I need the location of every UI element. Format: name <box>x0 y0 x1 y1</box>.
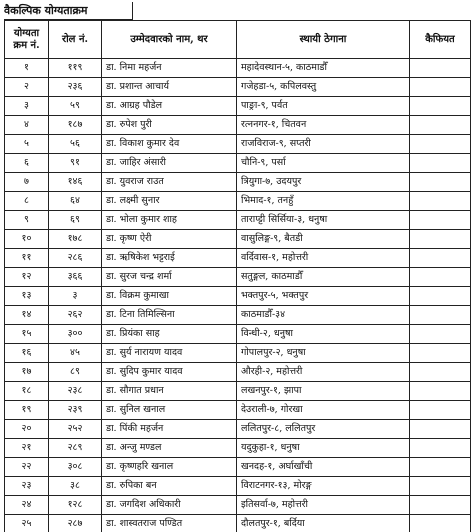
table-row <box>5 420 471 439</box>
cell-name: डा. ऋषिकेश भट्टराई <box>102 249 237 268</box>
table-row <box>5 515 471 532</box>
cell-name: डा. कृष्णहरि खनाल <box>102 458 237 477</box>
cell-name: डा. युवराज राउत <box>102 173 237 192</box>
cell-name: डा. रुपेश पुरी <box>102 116 237 135</box>
cell-address: दौलतपुर-१, बर्दिया <box>237 515 410 532</box>
table-row <box>5 401 471 420</box>
cell-rank: १७ <box>5 363 49 382</box>
cell-rank: १४ <box>5 306 49 325</box>
cell-rank: ७ <box>5 173 49 192</box>
table-row <box>5 325 471 344</box>
cell-address: भक्तपुर-५, भक्तपुर <box>237 287 410 306</box>
table-row <box>5 230 471 249</box>
cell-rank: ४ <box>5 116 49 135</box>
table-row <box>5 154 471 173</box>
cell-name: डा. पिंकी महर्जन <box>102 420 237 439</box>
cell-address: राजविराज-९, सप्तरी <box>237 135 410 154</box>
cell-remarks <box>410 325 471 344</box>
cell-rank: २३ <box>5 477 49 496</box>
cell-rank: २१ <box>5 439 49 458</box>
cell-address: खनदह-१, अर्घाखाँची <box>237 458 410 477</box>
cell-rank: ८ <box>5 192 49 211</box>
cell-rank: १ <box>5 59 49 78</box>
cell-name: डा. प्रियंका साह <box>102 325 237 344</box>
cell-roll: ५९ <box>49 97 102 116</box>
cell-name: डा. अन्जु मण्डल <box>102 439 237 458</box>
cell-address: यदुकुहा-१, धनुषा <box>237 439 410 458</box>
cell-rank: ३ <box>5 97 49 116</box>
cell-roll: ३०० <box>49 325 102 344</box>
cell-address: गजेहडा-५, कपिलवस्तु <box>237 78 410 97</box>
table-row <box>5 116 471 135</box>
header-rank: योग्यता क्रम नं. <box>5 21 49 59</box>
cell-remarks <box>410 97 471 116</box>
cell-rank: १८ <box>5 382 49 401</box>
header-remarks: कैफियत <box>410 21 471 59</box>
cell-address: वर्दिवास-१, महोत्तरी <box>237 249 410 268</box>
cell-name: डा. टिना तिमिल्सिना <box>102 306 237 325</box>
cell-remarks <box>410 173 471 192</box>
cell-remarks <box>410 287 471 306</box>
cell-remarks <box>410 211 471 230</box>
cell-remarks <box>410 439 471 458</box>
table-row <box>5 211 471 230</box>
cell-rank: २५ <box>5 515 49 532</box>
cell-roll: २३८ <box>49 382 102 401</box>
table-row <box>5 306 471 325</box>
cell-name: डा. शास्वतराज पण्डित <box>102 515 237 532</box>
cell-address: देउराली-७, गोरखा <box>237 401 410 420</box>
cell-rank: ५ <box>5 135 49 154</box>
cell-rank: १६ <box>5 344 49 363</box>
cell-roll: २८७ <box>49 515 102 532</box>
table-row <box>5 173 471 192</box>
cell-roll: २३६ <box>49 78 102 97</box>
cell-name: डा. विकाश कुमार देव <box>102 135 237 154</box>
cell-roll: ६९ <box>49 211 102 230</box>
cell-roll: २६२ <box>49 306 102 325</box>
cell-address: इतिसर्वा-७, महोत्तरी <box>237 496 410 515</box>
cell-name: डा. विक्रम कुमाखा <box>102 287 237 306</box>
cell-remarks <box>410 78 471 97</box>
cell-address: त्रियुगा-७, उदयपुर <box>237 173 410 192</box>
cell-remarks <box>410 363 471 382</box>
table-row <box>5 249 471 268</box>
cell-name: डा. आग्रह पौडेल <box>102 97 237 116</box>
cell-name: डा. लक्ष्मी सुनार <box>102 192 237 211</box>
table-row <box>5 192 471 211</box>
cell-remarks <box>410 344 471 363</box>
table-row <box>5 135 471 154</box>
cell-roll: ८९ <box>49 363 102 382</box>
cell-remarks <box>410 401 471 420</box>
cell-name: डा. भोला कुमार शाह <box>102 211 237 230</box>
cell-address: काठमाडौँ-३४ <box>237 306 410 325</box>
cell-remarks <box>410 306 471 325</box>
cell-roll: ४५ <box>49 344 102 363</box>
cell-remarks <box>410 154 471 173</box>
table-row <box>5 477 471 496</box>
cell-name: डा. सुदिप कुमार यादव <box>102 363 237 382</box>
cell-roll: १४६ <box>49 173 102 192</box>
cell-address: औरही-२, महोत्तरी <box>237 363 410 382</box>
cell-roll: ९१ <box>49 154 102 173</box>
header-roll: रोल नं. <box>49 21 102 59</box>
cell-address: पाङ्रा-९, पर्वत <box>237 97 410 116</box>
cell-remarks <box>410 230 471 249</box>
cell-rank: २० <box>5 420 49 439</box>
cell-remarks <box>410 382 471 401</box>
cell-address: विन्धी-२, धनुषा <box>237 325 410 344</box>
cell-remarks <box>410 458 471 477</box>
cell-remarks <box>410 59 471 78</box>
cell-rank: १३ <box>5 287 49 306</box>
cell-name: डा. सौगात प्रधान <box>102 382 237 401</box>
cell-address: भिमाद-१, तनहुँ <box>237 192 410 211</box>
cell-roll: २८६ <box>49 249 102 268</box>
cell-name: डा. सुरज चन्द्र शर्मा <box>102 268 237 287</box>
cell-name: डा. रुपिका बन <box>102 477 237 496</box>
cell-address: ताराप्ट्टी सिर्सिया-३, धनुषा <box>237 211 410 230</box>
section-title: वैकल्पिक योग्यताक्रम <box>4 2 133 20</box>
table-row <box>5 439 471 458</box>
cell-address: विराटनगर-१३, मोरङ्ग <box>237 477 410 496</box>
cell-roll: १७८ <box>49 230 102 249</box>
cell-rank: १० <box>5 230 49 249</box>
cell-address: ललितपुर-८, ललितपुर <box>237 420 410 439</box>
cell-address: वासुलिङ्ग-९, बैतडी <box>237 230 410 249</box>
cell-name: डा. जाहिर अंसारी <box>102 154 237 173</box>
header-name: उम्मेदवारको नाम, थर <box>102 21 237 59</box>
cell-roll: ३ <box>49 287 102 306</box>
cell-address: गोपालपुर-२, धनुषा <box>237 344 410 363</box>
cell-roll: ५६ <box>49 135 102 154</box>
candidate-table <box>4 20 471 532</box>
cell-address: चौनि-९, पर्सा <box>237 154 410 173</box>
cell-remarks <box>410 496 471 515</box>
cell-address: रत्ननगर-१, चितवन <box>237 116 410 135</box>
table-row <box>5 344 471 363</box>
cell-roll: ३६६ <box>49 268 102 287</box>
table-row <box>5 458 471 477</box>
cell-name: डा. जगदिश अधिकारी <box>102 496 237 515</box>
cell-remarks <box>410 192 471 211</box>
cell-name: डा. प्रशान्त आचार्य <box>102 78 237 97</box>
table-row <box>5 97 471 116</box>
table-header-row <box>5 21 471 59</box>
cell-rank: १२ <box>5 268 49 287</box>
cell-rank: ११ <box>5 249 49 268</box>
cell-roll: २५२ <box>49 420 102 439</box>
cell-remarks <box>410 420 471 439</box>
cell-address: सतुङ्गल, काठमाडौँ <box>237 268 410 287</box>
cell-roll: १८७ <box>49 116 102 135</box>
cell-roll: २३९ <box>49 401 102 420</box>
cell-rank: ६ <box>5 154 49 173</box>
table-row <box>5 59 471 78</box>
cell-address: महादेवस्थान-५, काठमाडौँ <box>237 59 410 78</box>
cell-remarks <box>410 135 471 154</box>
cell-remarks <box>410 249 471 268</box>
cell-roll: ११९ <box>49 59 102 78</box>
header-address: स्थायी ठेगाना <box>237 21 410 59</box>
cell-rank: १९ <box>5 401 49 420</box>
cell-roll: ३८ <box>49 477 102 496</box>
cell-remarks <box>410 116 471 135</box>
cell-rank: १५ <box>5 325 49 344</box>
cell-name: डा. सुर्य नारायण यादव <box>102 344 237 363</box>
table-row <box>5 287 471 306</box>
cell-rank: २२ <box>5 458 49 477</box>
cell-name: डा. निमा महर्जन <box>102 59 237 78</box>
cell-remarks <box>410 268 471 287</box>
cell-roll: १२८ <box>49 496 102 515</box>
cell-remarks <box>410 477 471 496</box>
table-row <box>5 78 471 97</box>
table-row <box>5 363 471 382</box>
cell-roll: २८९ <box>49 439 102 458</box>
table-row <box>5 496 471 515</box>
cell-remarks <box>410 515 471 532</box>
cell-name: डा. सुनिल खनाल <box>102 401 237 420</box>
cell-roll: ६४ <box>49 192 102 211</box>
table-row <box>5 382 471 401</box>
cell-rank: २ <box>5 78 49 97</box>
table-row <box>5 268 471 287</box>
cell-rank: ९ <box>5 211 49 230</box>
cell-roll: ३०८ <box>49 458 102 477</box>
cell-rank: २४ <box>5 496 49 515</box>
cell-address: लखनपुर-१, झापा <box>237 382 410 401</box>
cell-name: डा. कृष्ण ऐरी <box>102 230 237 249</box>
